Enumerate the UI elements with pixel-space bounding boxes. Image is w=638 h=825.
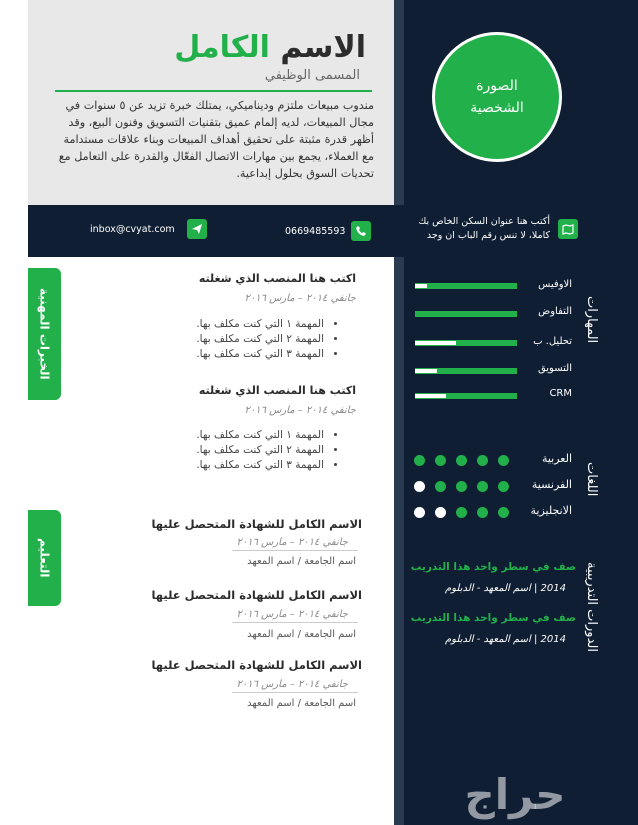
- skill-level: [415, 341, 456, 345]
- course-title: صف في سطر واحد هذا التدريب: [410, 561, 576, 573]
- job-2-date: جانفي ٢٠١٤ – مارس ٢٠١٦: [244, 405, 356, 416]
- task-item: • المهمة ١ التي كنت مكلف بها.: [196, 428, 324, 443]
- skill-bar: [415, 368, 517, 374]
- tab-experience: [28, 268, 61, 400]
- send-icon: [187, 219, 207, 239]
- contact-address: [410, 215, 578, 243]
- experience-heading: الخبرات المهنية: [37, 288, 52, 380]
- job-2-title: اكتب هنا المنصب الذي شغلته: [198, 384, 356, 397]
- languages-heading: اللغات: [584, 462, 599, 497]
- education-heading: التعليم: [37, 538, 52, 578]
- language-dots: [414, 455, 509, 466]
- full-name: [174, 30, 366, 65]
- edu-1-school: اسم الجامعة / اسم المعهد: [247, 556, 356, 567]
- edu-2-date: جانفي ٢٠١٤ – مارس ٢٠١٦: [236, 609, 348, 620]
- photo-label: الصورة الشخصية: [470, 78, 524, 116]
- name-first: الاسم: [280, 30, 366, 65]
- edu-divider: [232, 622, 358, 623]
- address-text: أكتب هنا عنوان السكن الخاص بك كاملا، لا تنس رقم الباب ان وجد: [418, 216, 550, 241]
- course-details: 2014 | اسم المعهد - الدبلوم: [445, 583, 566, 594]
- language-dots: [414, 507, 509, 518]
- skill-bar: [415, 393, 517, 399]
- language-level-dot: [498, 455, 509, 466]
- skill-bar: [415, 340, 517, 346]
- courses-heading: الدورات التدريبية: [584, 562, 599, 652]
- edu-3-school: اسم الجامعة / اسم المعهد: [247, 698, 356, 709]
- edu-2-title: الاسم الكامل للشهادة المتحصل عليها: [151, 588, 362, 602]
- language-level-dot: [435, 455, 446, 466]
- contact-email: [90, 219, 207, 239]
- skills-heading: المهارات: [584, 296, 599, 344]
- skill-level: [415, 369, 437, 373]
- language-level-dot: [456, 455, 467, 466]
- skill-level: [415, 284, 427, 288]
- job-title: المسمى الوظيفي: [264, 68, 360, 83]
- task-item: • المهمة ٣ التي كنت مكلف بها.: [196, 347, 324, 362]
- tab-education: [28, 510, 61, 606]
- skill-name: CRM: [549, 388, 572, 399]
- skill-level: [415, 394, 446, 398]
- job-1-tasks: [196, 317, 338, 362]
- job-1-title: اكتب هنا المنصب الذي شغلته: [198, 272, 356, 285]
- language-level-dot: [414, 455, 425, 466]
- language-level-dot: [477, 455, 488, 466]
- course-title: صف في سطر واحد هذا التدريب: [410, 612, 576, 624]
- map-icon: [558, 219, 578, 239]
- skill-bar: [415, 283, 517, 289]
- language-level-dot: [498, 507, 509, 518]
- language-level-dot: [414, 507, 425, 518]
- language-dots: [414, 481, 509, 492]
- contact-phone: [285, 221, 371, 241]
- edu-divider: [232, 550, 358, 551]
- language-level-dot: [477, 507, 488, 518]
- task-item: • المهمة ١ التي كنت مكلف بها.: [196, 317, 324, 332]
- language-level-dot: [414, 481, 425, 492]
- skill-name: تحليل. ب: [533, 336, 572, 347]
- language-level-dot: [435, 507, 446, 518]
- skill-name: الاوفيس: [538, 279, 572, 290]
- edu-2-school: اسم الجامعة / اسم المعهد: [247, 629, 356, 640]
- edu-divider: [232, 692, 358, 693]
- language-level-dot: [456, 481, 467, 492]
- profile-summary: مندوب مبيعات ملتزم وديناميكي، يمتلك خبرة تزيد عن ٥ سنوات في مجال المبيعات، لديه إلمام عميق بتقنيات التسويق وفنون البيع، وقد أظهر قدرة مثبتة على تحقيق أهداف المبيعات وبناء علاقات مستدامة مع العملاء، يجمع بين مهارات الاتصال الفعّال والقدرة على التعامل مع تحديات السوق بحلول إبداعية.: [58, 99, 374, 180]
- task-item: • المهمة ٣ التي كنت مكلف بها.: [196, 458, 324, 473]
- email-address[interactable]: inbox@cvyat.com: [90, 223, 175, 235]
- job-1-date: جانفي ٢٠١٤ – مارس ٢٠١٦: [244, 293, 356, 304]
- language-name: العربية: [541, 452, 572, 465]
- edu-1-date: جانفي ٢٠١٤ – مارس ٢٠١٦: [236, 537, 348, 548]
- watermark-text: حراج: [464, 769, 566, 819]
- edu-3-date: جانفي ٢٠١٤ – مارس ٢٠١٦: [236, 679, 348, 690]
- title-divider: [55, 90, 372, 92]
- task-item: • المهمة ٢ التي كنت مكلف بها.: [196, 332, 324, 347]
- language-level-dot: [498, 481, 509, 492]
- task-item: • المهمة ٢ التي كنت مكلف بها.: [196, 443, 324, 458]
- language-name: الانجليزية: [530, 504, 572, 517]
- phone-icon: [351, 221, 371, 241]
- watermark-logo: [400, 768, 630, 820]
- skill-name: التفاوض: [538, 306, 572, 317]
- job-2-tasks: [196, 428, 338, 473]
- language-level-dot: [477, 481, 488, 492]
- language-name: الفرنسية: [531, 478, 572, 491]
- skill-bar: [415, 311, 517, 317]
- column-strip: [394, 0, 404, 825]
- profile-photo-placeholder[interactable]: [432, 32, 562, 162]
- name-last: الكامل: [174, 30, 270, 65]
- course-details: 2014 | اسم المعهد - الدبلوم: [445, 634, 566, 645]
- edu-1-title: الاسم الكامل للشهادة المتحصل عليها: [151, 517, 362, 531]
- language-level-dot: [456, 507, 467, 518]
- language-level-dot: [435, 481, 446, 492]
- edu-3-title: الاسم الكامل للشهادة المتحصل عليها: [151, 658, 362, 672]
- skill-name: التسويق: [537, 363, 572, 374]
- phone-number[interactable]: 0669485593: [285, 225, 346, 237]
